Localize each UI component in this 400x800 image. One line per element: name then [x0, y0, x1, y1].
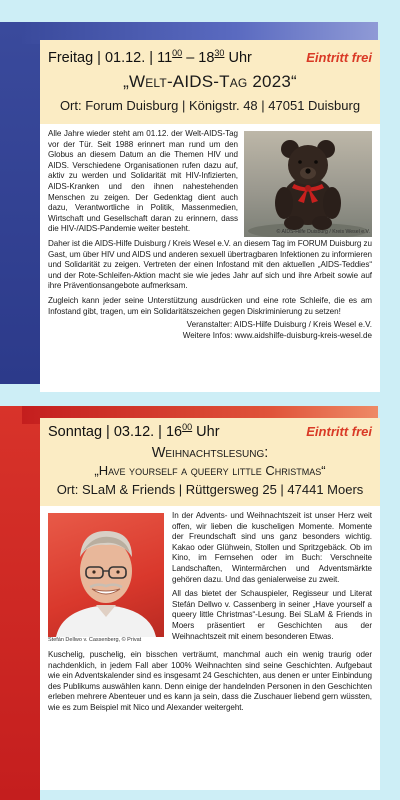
event1-side-bar	[0, 22, 40, 384]
event1-datetime: Freitag | 01.12. | $11^{00} - 18^{30}$ Uhr	[48, 48, 252, 66]
event1-paragraph-3: Zugleich kann jeder seine Unterstützung ausdrücken und eine rote Schleife, die es am Infostand gibt, tragen, um ein Solidaritätszeichen gegen Diskriminierung zu setzen!	[48, 295, 372, 316]
portrait-icon	[48, 513, 164, 637]
event1-title: „Welt-AIDS-Tag 2023“	[123, 72, 297, 91]
portrait-credit: Stefán Dellwo v. Cassenberg, © Privat	[48, 637, 142, 643]
event2-location: Ort: SLaM & Friends | Rüttgersweg 25 | 47441 Moers	[56, 482, 364, 497]
event2-body	[40, 506, 380, 790]
event2-paragraph-2: All das bietet der Schauspieler, Regisseur und Literat Stefán Dellwo v. Cassenberg in seiner „Have yourself a queery little Christmas“-Lesung. Bei SLaM & Friends in Moers präsentiert er Geschichten aus der Weihnachtszeit mit einem besonderen Etwas.	[172, 589, 372, 641]
event2-header	[40, 418, 380, 506]
event2-title: Weihnachtslesung:	[151, 445, 269, 461]
photo-credit: © AIDS-Hilfe Duisburg / Kreis Wesel e.V.	[276, 229, 370, 235]
event1-location: Ort: Forum Duisburg | Königstr. 48 | 47051 Duisburg	[59, 98, 361, 113]
teddy-bear-photo	[244, 131, 372, 237]
event2-paragraph-3: Kuschelig, puschelig, ein bisschen verträumt, manchmal auch ein wenig traurig oder nachdenklich, in jedem Fall aber 100% Weihnachten sind seine Geschichten. Aufgebaut wie ein Adventskalender sind es insgesamt 24 Geschichten, aus denen er unter Einbindung des Publikums auswählen kann. Denn einige der handelnden Personen in den Geschichten erleben mehrere Abenteuer und es kann ja sein, dass die Zuschauer liebend gern wüssten, wie es zum Beispiel mit Nico und Alexander weitergeht.	[48, 650, 372, 712]
event1-body	[40, 124, 380, 392]
event2-entry-badge: Eintritt frei	[306, 424, 372, 439]
portrait-photo	[48, 513, 164, 637]
event1-organizer: Veranstalter: AIDS-Hilfe Duisburg / Kreis Wesel e.V.	[186, 320, 372, 330]
event1-header	[40, 40, 380, 124]
event1-entry-badge: Eintritt frei	[306, 50, 372, 65]
teddy-bear-icon	[244, 131, 372, 237]
event1-paragraph-1: Alle Jahre wieder steht am 01.12. der Welt-AIDS-Tag vor der Tür. Seit 1988 erinnert man rund um den Globus an diesem Datum an die Themen HIV und AIDS. Verschiedene Organisationen rufen dazu auf, aktiv zu werden und Solidarität mit HIV-Infizierten, AIDS-Kranken und den ihnen nahestehenden Menschen zu zeigen. Der Gedenktag dient auch dazu, Verantwortliche in Politik, Massenmedien, Wirtschaft und Gesellschaft daran zu erinnern, dass die HIV-/AIDS-Pandemie weiter besteht.	[48, 129, 238, 234]
event1-more-info: Weitere Infos: www.aidshilfe-duisburg-kreis-wesel.de	[182, 330, 372, 340]
event1-paragraph-2: Daher ist die AIDS-Hilfe Duisburg / Kreis Wesel e.V. an diesem Tag im FORUM Duisburg zu Gast, um über HIV und AIDS und anderen sexuell übertragbaren Infektionen zu informieren und Solidarität zu zeigen. Vertreten der einen Infostand mit den aktuellen „AIDS-Teddies“ und der Rote-Schleifen-Aktion macht sie wie jedes Jahr auf sich und ihre Arbeit sowie auf ihre Präventionsangebote aufmerksam.	[48, 239, 372, 291]
event2-subtitle: „Have yourself a queery little Christmas“	[94, 463, 326, 478]
event2-datetime: Sonntag | 03.12. | $16^{00}$ Uhr	[48, 422, 220, 440]
event2-side-bar	[0, 406, 40, 800]
event2-paragraph-1: In der Advents- und Weihnachtszeit ist unser Herz weit offen, wir lieben die kuscheligen Momente. Momente der Freundschaft sind uns ganz besonders wichtig. Kakao oder Glühwein, Stollen und Spritzgebäck. Ob im Kino, im Fernsehen oder im Buch: Verschneite Landschaften, Wintermärchen und Adventsmärkte gehören dazu. Und das genialerweise zu zweit.	[172, 511, 372, 584]
